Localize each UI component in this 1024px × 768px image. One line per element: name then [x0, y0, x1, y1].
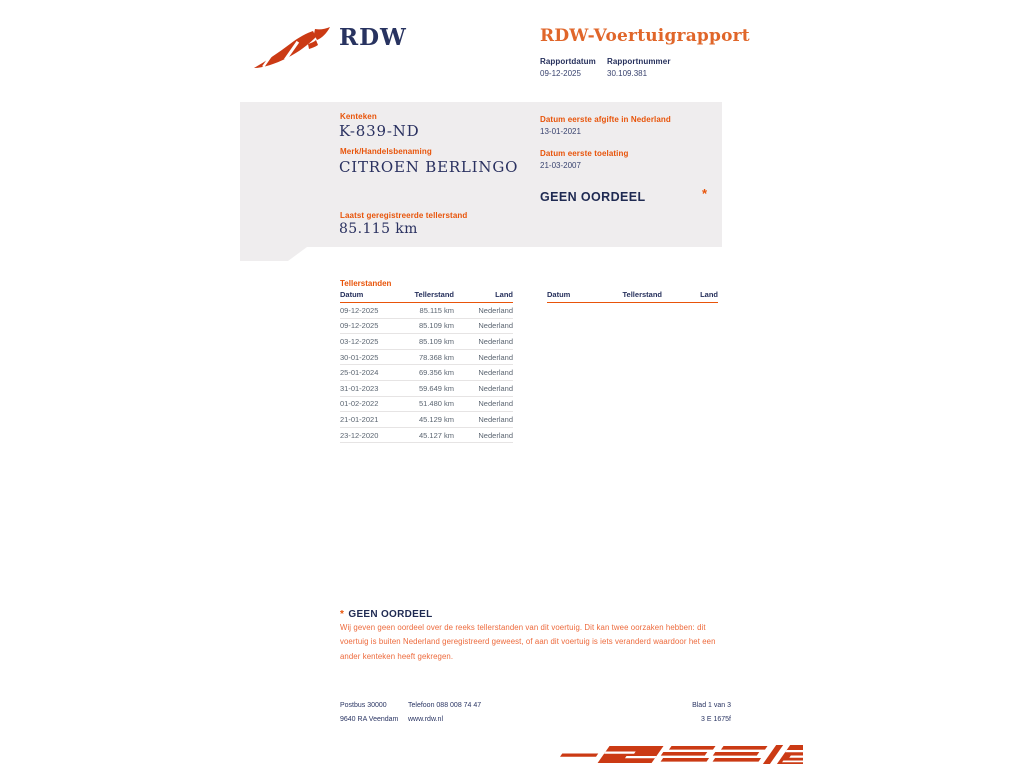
cell-datum: 03-12-2025	[340, 334, 411, 350]
cell-tellerstand: 85.115 km	[411, 303, 454, 319]
cell-datum: 21-01-2021	[340, 412, 411, 428]
cell-datum: 25-01-2024	[340, 365, 411, 381]
cell-tellerstand: 45.127 km	[411, 427, 454, 443]
cell-land: Nederland	[454, 365, 513, 381]
col-header-tellerstand: Tellerstand	[617, 290, 662, 303]
cell-datum: 09-12-2025	[340, 303, 411, 319]
cell-land: Nederland	[454, 318, 513, 334]
toelating-value: 21-03-2007	[540, 161, 581, 170]
report-date-label: Rapportdatum	[540, 57, 596, 66]
col-header-datum: Datum	[547, 290, 617, 303]
table-row	[340, 318, 513, 334]
cell-land: Nederland	[454, 412, 513, 428]
col-header-datum: Datum	[340, 290, 411, 303]
cell-tellerstand: 85.109 km	[411, 318, 454, 334]
merk-label: Merk/Handelsbenaming	[340, 147, 432, 156]
cell-tellerstand: 85.109 km	[411, 334, 454, 350]
cell-tellerstand: 51.480 km	[411, 396, 454, 412]
cell-tellerstand: 45.129 km	[411, 412, 454, 428]
rdw-feather-icon	[252, 26, 334, 70]
kenteken-label: Kenteken	[340, 112, 377, 121]
cell-land: Nederland	[454, 349, 513, 365]
cell-tellerstand: 78.368 km	[411, 349, 454, 365]
cell-land: Nederland	[454, 427, 513, 443]
tellerstanden-title: Tellerstanden	[340, 279, 392, 288]
cell-datum: 23-12-2020	[340, 427, 411, 443]
vehicle-summary-panel	[240, 102, 722, 261]
table-row	[340, 365, 513, 381]
tellerstand-value: 85.115 km	[339, 221, 418, 237]
tellerstand-label: Laatst geregistreerde tellerstand	[340, 211, 468, 220]
footer-address	[340, 699, 398, 727]
report-date-value: 09-12-2025	[540, 69, 581, 78]
table-row	[340, 412, 513, 428]
rdw-stripes-graphic	[545, 741, 803, 768]
table-row	[340, 427, 513, 443]
footnote-asterisk: *	[340, 609, 344, 620]
footer-phone: Telefoon 088 008 74 47	[408, 702, 482, 709]
cell-datum: 31-01-2023	[340, 380, 411, 396]
oordeel-verdict: GEEN OORDEEL	[540, 190, 646, 204]
tellerstanden-table-left	[340, 290, 513, 443]
footer-address-line2: 9640 RA Veendam	[340, 716, 399, 723]
col-header-land: Land	[662, 290, 718, 303]
tellerstanden-table-right	[547, 290, 718, 303]
page-title: RDW-Voertuigrapport	[540, 26, 750, 46]
footer-address-line1: Postbus 30000	[340, 702, 387, 709]
toelating-label: Datum eerste toelating	[540, 149, 629, 158]
footer-form-code: 3 E 1675f	[701, 716, 731, 723]
table-row	[340, 303, 513, 319]
cell-land: Nederland	[454, 380, 513, 396]
oordeel-asterisk: *	[702, 186, 708, 201]
cell-tellerstand: 59.649 km	[411, 380, 454, 396]
report-number-label: Rapportnummer	[607, 57, 671, 66]
footer-page-number: Blad 1 van 3	[692, 702, 731, 709]
cell-datum: 09-12-2025	[340, 318, 411, 334]
table-header-row	[547, 290, 718, 303]
footnote-heading	[340, 604, 433, 622]
table-header-row	[340, 290, 513, 303]
footer-contact	[408, 699, 481, 727]
merk-value: CITROEN BERLINGO	[339, 158, 519, 176]
table-row	[340, 396, 513, 412]
cell-tellerstand: 69.356 km	[411, 365, 454, 381]
afgifte-value: 13-01-2021	[540, 127, 581, 136]
footer-website: www.rdw.nl	[408, 716, 444, 723]
cell-land: Nederland	[454, 396, 513, 412]
footer-pagination	[631, 699, 731, 727]
table-row	[340, 349, 513, 365]
col-header-tellerstand: Tellerstand	[411, 290, 454, 303]
cell-datum: 01-02-2022	[340, 396, 411, 412]
col-header-land: Land	[454, 290, 513, 303]
cell-land: Nederland	[454, 303, 513, 319]
cell-datum: 30-01-2025	[340, 349, 411, 365]
kenteken-value: K-839-ND	[339, 122, 420, 140]
table-row	[340, 380, 513, 396]
cell-land: Nederland	[454, 334, 513, 350]
rdw-wordmark: RDW	[339, 24, 407, 51]
report-number-value: 30.109.381	[607, 69, 648, 78]
table-row	[340, 334, 513, 350]
afgifte-label: Datum eerste afgifte in Nederland	[540, 115, 671, 124]
footnote-title: GEEN OORDEEL	[348, 609, 433, 620]
footnote-text: Wij geven geen oordeel over de reeks tellerstanden van dit voertuig. Dit kan twee oorzaken hebben: dit voertuig is buiten Nederland geregistreerd geweest, of aan dit voertuig is iets veranderd waardoor het een ander kenteken heeft gekregen.	[340, 623, 716, 661]
